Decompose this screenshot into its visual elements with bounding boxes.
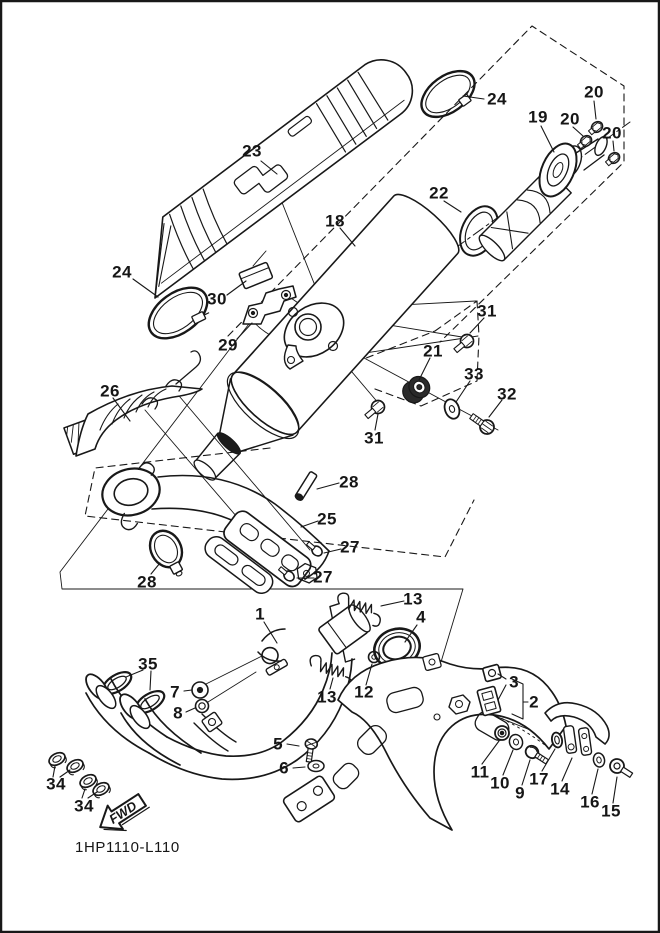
heat-shield-26 xyxy=(64,351,202,456)
flange-nut-34-a xyxy=(47,750,68,769)
grommet-8 xyxy=(196,700,209,713)
callout-31: 31 xyxy=(364,428,384,448)
callout-4: 4 xyxy=(416,607,426,627)
callout-7: 7 xyxy=(170,682,180,702)
callout-23: 23 xyxy=(242,141,262,161)
part-code: 1HP1110-L110 xyxy=(75,839,180,856)
washer-7 xyxy=(192,682,208,698)
joint-ring-flange xyxy=(97,461,169,534)
pipe-p-clamp xyxy=(256,643,288,676)
callout-33: 33 xyxy=(464,364,484,384)
collar-17 xyxy=(551,732,564,749)
bolt-20-c xyxy=(604,150,622,167)
callout-29: 29 xyxy=(218,335,238,355)
pipe-bracket-plate xyxy=(282,775,336,824)
heat-guard-body xyxy=(330,653,566,830)
clamp-24-right xyxy=(413,62,483,127)
callout-18: 18 xyxy=(325,211,345,231)
callout-20: 20 xyxy=(584,82,604,102)
callout-26: 26 xyxy=(100,381,120,401)
callout-27: 27 xyxy=(340,537,360,557)
fwd-label: FWD xyxy=(106,798,140,827)
callout-1: 1 xyxy=(255,604,265,624)
bolt-5 xyxy=(303,738,318,762)
callout-22: 22 xyxy=(429,183,449,203)
callout-21: 21 xyxy=(423,341,443,361)
damper-bushing-21 xyxy=(398,372,434,407)
screw-15 xyxy=(607,756,635,781)
callout-9: 9 xyxy=(515,783,525,803)
callout-6: 6 xyxy=(279,758,289,778)
bolt-31-b xyxy=(362,398,387,422)
callout-28: 28 xyxy=(137,572,157,592)
clamp-nut-3 xyxy=(482,664,501,682)
washer-10 xyxy=(508,733,524,751)
callout-16: 16 xyxy=(580,792,600,812)
callout-13: 13 xyxy=(317,687,337,707)
callout-19: 19 xyxy=(528,107,548,127)
callout-25: 25 xyxy=(317,509,337,529)
callout-2: 2 xyxy=(529,692,539,712)
bolt-32 xyxy=(467,410,496,436)
callout-12: 12 xyxy=(354,682,374,702)
clamp-24-left xyxy=(140,277,218,350)
damper-plate-30 xyxy=(239,262,273,289)
washer-16 xyxy=(592,752,606,768)
callout-10: 10 xyxy=(490,773,510,793)
callout-15: 15 xyxy=(601,801,621,821)
callout-3: 3 xyxy=(509,672,519,692)
callout-30: 30 xyxy=(207,289,227,309)
callout-14: 14 xyxy=(550,779,570,799)
washer-6 xyxy=(308,761,324,772)
callout-35: 35 xyxy=(138,654,158,674)
callout-17: 17 xyxy=(529,769,549,789)
bolt-20-a xyxy=(587,119,605,136)
callout-11: 11 xyxy=(470,762,490,782)
nut-11 xyxy=(495,726,509,740)
washer-33 xyxy=(442,397,462,421)
callout-34: 34 xyxy=(46,774,66,794)
flange-nut-34-b xyxy=(65,757,86,776)
callout-28: 28 xyxy=(339,472,359,492)
callout-8: 8 xyxy=(173,703,183,723)
callout-34: 34 xyxy=(74,796,94,816)
callout-5: 5 xyxy=(273,734,283,754)
callout-27: 27 xyxy=(313,567,333,587)
pipe-protector-25 xyxy=(201,504,323,616)
callout-32: 32 xyxy=(497,384,517,404)
callout-31: 31 xyxy=(477,301,497,321)
callout-13: 13 xyxy=(403,589,423,609)
pin-28 xyxy=(294,471,317,502)
callout-20: 20 xyxy=(560,109,580,129)
callout-20: 20 xyxy=(602,123,622,143)
callout-24: 24 xyxy=(487,89,507,109)
callout-24: 24 xyxy=(112,262,132,282)
